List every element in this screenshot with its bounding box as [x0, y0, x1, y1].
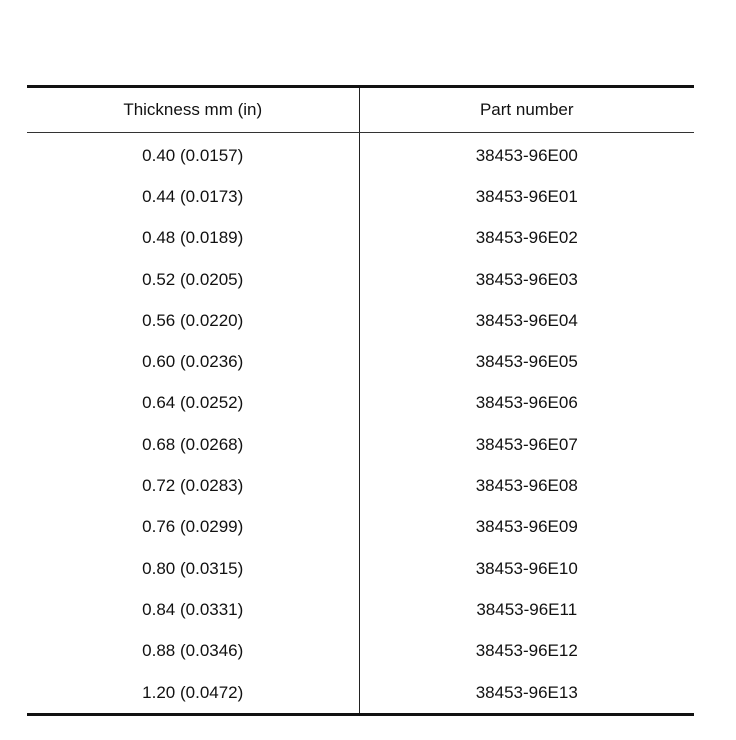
cell-part-number: 38453-96E04: [475, 310, 578, 330]
cell-thickness: 0.56 (0.0220): [27, 300, 359, 341]
cell-part-number: 38453-96E13: [475, 682, 578, 702]
table-row: [27, 176, 694, 217]
cell-thickness: 0.80 (0.0315): [27, 548, 359, 589]
table-row: [27, 259, 694, 300]
table-row: [27, 300, 694, 341]
cell-part-number: 38453-96E10: [475, 558, 578, 578]
cell-thickness: 0.64 (0.0252): [27, 383, 359, 424]
cell-thickness: 0.68 (0.0268): [27, 424, 359, 465]
thickness-part-table: [27, 88, 694, 713]
cell-part-number: 38453-96E07: [475, 434, 578, 454]
header-thickness: Thickness mm (in): [27, 88, 359, 133]
cell-thickness: 0.76 (0.0299): [27, 507, 359, 548]
cell-part-number: 38453-96E05: [475, 352, 578, 372]
cell-part-number: 38453-96E06: [475, 393, 578, 413]
table-bottom-rule: [27, 713, 694, 716]
table-row: [27, 631, 694, 672]
cell-part-number: 38453-96E09: [475, 517, 578, 537]
parts-table: [27, 85, 694, 716]
cell-thickness: 0.84 (0.0331): [27, 589, 359, 630]
table-row: [27, 133, 694, 177]
table-row: [27, 548, 694, 589]
cell-part-number: 38453-96E02: [475, 228, 578, 248]
cell-part-number: 38453-96E12: [475, 641, 578, 661]
cell-thickness: 0.48 (0.0189): [27, 218, 359, 259]
cell-thickness: 1.20 (0.0472): [27, 672, 359, 713]
header-part-number: Part number: [359, 88, 694, 133]
table-row: [27, 672, 694, 713]
table-row: [27, 589, 694, 630]
cell-thickness: 0.72 (0.0283): [27, 465, 359, 506]
table-row: [27, 465, 694, 506]
cell-part-number: 38453-96E11: [476, 599, 578, 619]
cell-part-number: 38453-96E01: [475, 186, 578, 206]
table-body: [27, 133, 694, 714]
cell-part-number: 38453-96E03: [475, 269, 578, 289]
cell-thickness: 0.88 (0.0346): [27, 631, 359, 672]
cell-part-number: 38453-96E08: [475, 476, 578, 496]
cell-thickness: 0.60 (0.0236): [27, 341, 359, 382]
cell-thickness: 0.44 (0.0173): [27, 176, 359, 217]
table-header-row: [27, 88, 694, 133]
cell-thickness: 0.40 (0.0157): [27, 133, 359, 177]
table-row: [27, 218, 694, 259]
cell-part-number: 38453-96E00: [475, 145, 578, 165]
table-row: [27, 424, 694, 465]
table-row: [27, 507, 694, 548]
table-row: [27, 341, 694, 382]
table-row: [27, 383, 694, 424]
cell-thickness: 0.52 (0.0205): [27, 259, 359, 300]
